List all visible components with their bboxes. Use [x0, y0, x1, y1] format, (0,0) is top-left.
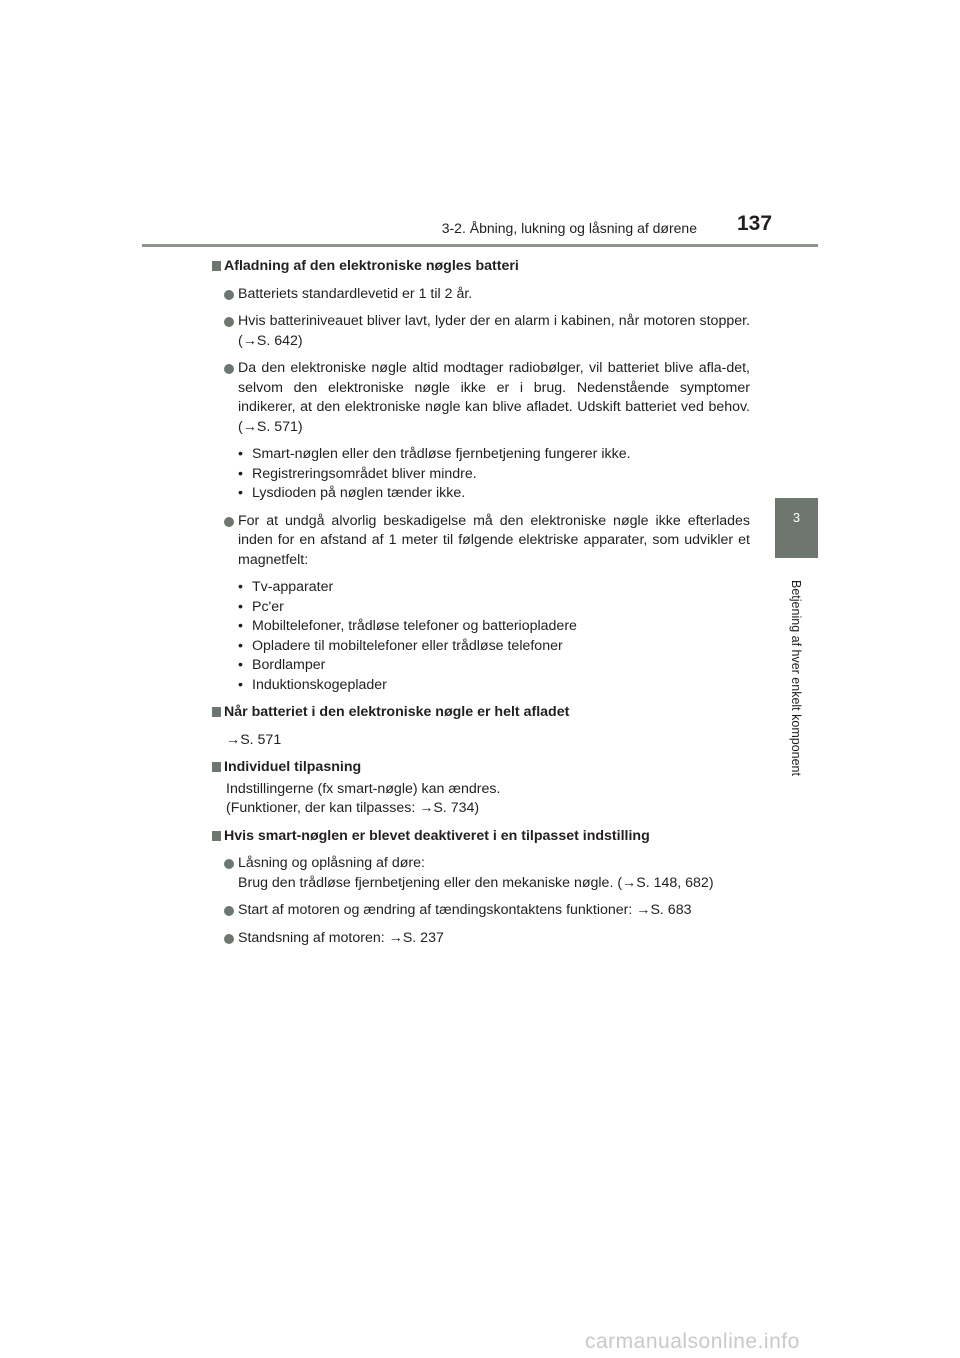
- symptom-list: [212, 445, 750, 504]
- body-text: Indstillingerne (fx smart-nøgle) kan ændres. (Funktioner, der kan tilpasses: →S. 734): [226, 780, 501, 816]
- circle-bullet-icon: [224, 934, 234, 944]
- chapter-tab: 3: [775, 498, 818, 558]
- square-bullet-icon: [212, 261, 221, 271]
- circle-bullet-icon: [224, 906, 234, 916]
- section-heading: Hvis smart-nøglen er blevet deaktiveret i en tilpasset indstilling: [212, 827, 750, 847]
- circle-bullet-icon: [224, 859, 234, 869]
- sub-list-item: • Registreringsområdet bliver mindre.: [238, 465, 750, 485]
- watermark: carmanualsonline.info: [585, 1330, 800, 1353]
- square-bullet-icon: [212, 831, 221, 841]
- appliance-list: [212, 578, 750, 695]
- list-item: Standsning af motoren: →S. 237: [212, 929, 750, 949]
- page-content: [212, 257, 750, 956]
- circle-bullet-icon: [224, 290, 234, 300]
- square-bullet-icon: [212, 707, 221, 717]
- circle-bullet-icon: [224, 364, 234, 374]
- sub-list-item: • Smart-nøglen eller den trådløse fjernbetjening fungerer ikke.: [238, 445, 750, 465]
- sub-list-item: • Pc'er: [238, 598, 750, 618]
- list-item: Batteriets standardlevetid er 1 til 2 år.: [212, 285, 750, 305]
- section-heading: Når batteriet i den elektroniske nøgle er helt afladet: [212, 703, 750, 723]
- sub-list-item: • Mobiltelefoner, trådløse telefoner og batteriopladere: [238, 617, 750, 637]
- circle-bullet-icon: [224, 317, 234, 327]
- list-item: Låsning og oplåsning af døre: Brug den trådløse fjernbetjening eller den mekaniske nøgle. (→S. 148, 682): [212, 854, 750, 893]
- section-heading: Afladning af den elektroniske nøgles batteri: [212, 257, 750, 277]
- sub-list-item: • Bordlamper: [238, 656, 750, 676]
- section-title: 3-2. Åbning, lukning og låsning af dørene: [441, 220, 697, 236]
- sub-list-item: • Opladere til mobiltelefoner eller trådløse telefoner: [238, 637, 750, 657]
- page-number: 137: [737, 212, 773, 235]
- list-item: Start af motoren og ændring af tændingskontaktens funktioner: →S. 683: [212, 901, 750, 921]
- section-heading: Individuel tilpasning: [212, 758, 750, 778]
- sub-list-item: • Lysdioden på nøglen tænder ikke.: [238, 484, 750, 504]
- circle-bullet-icon: [224, 517, 234, 527]
- sub-list-item: • Tv-apparater: [238, 578, 750, 598]
- list-item: Hvis batteriniveauet bliver lavt, lyder der en alarm i kabinen, når motoren stopper. (→S. 642): [212, 312, 750, 351]
- page-reference: →S. 571: [226, 731, 282, 748]
- sub-list-item: • Induktionskogeplader: [238, 676, 750, 696]
- list-item: Da den elektroniske nøgle altid modtager radiobølger, vil batteriet blive afla-det, selvom den elektroniske nøgle ikke er i brug. Nedenstående symptomer indikerer, at den elektroniske nøgle kan blive afladet. Udskift batteriet ved behov. (→S. 571): [212, 359, 750, 437]
- square-bullet-icon: [212, 762, 221, 772]
- list-item: For at undgå alvorlig beskadigelse må den elektroniske nøgle ikke efterlades inden for en afstand af 1 meter til følgende elektriske apparater, som udvikler et magnetfelt:: [212, 512, 750, 571]
- chapter-label: Betjening af hver enkelt komponent: [789, 580, 803, 776]
- header-divider: [142, 244, 818, 247]
